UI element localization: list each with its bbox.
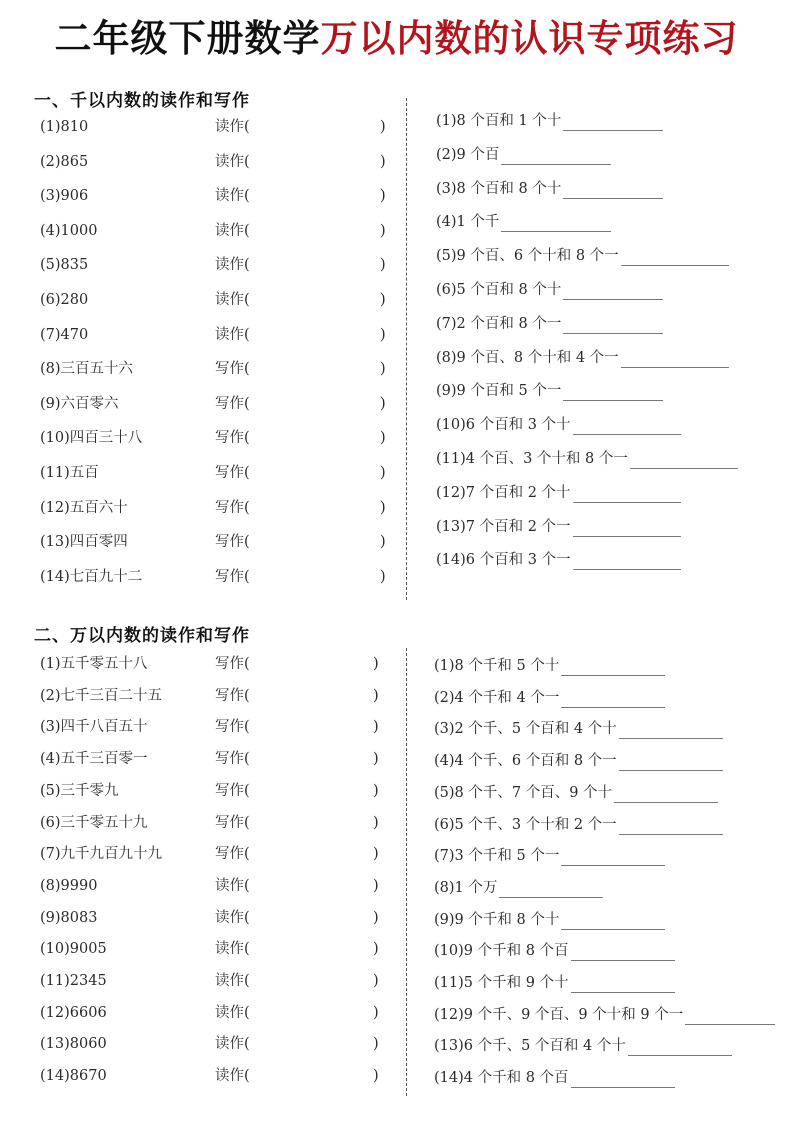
- question-number: (3): [40, 719, 61, 736]
- answer-blank-close[interactable]: ): [373, 941, 379, 958]
- fill-question-text: (13)7 个百和 2 个一: [436, 518, 571, 535]
- question-number: (3): [40, 188, 61, 205]
- question-item: [40, 749, 148, 769]
- answer-prompt: 读作(: [215, 292, 250, 308]
- question-text: 470: [60, 326, 89, 343]
- answer-prompt: 读作(: [215, 877, 250, 894]
- question-item: [40, 255, 88, 275]
- answer-line[interactable]: [621, 351, 729, 368]
- question-number: (14): [40, 1068, 70, 1085]
- answer-prompt: 写作(: [215, 465, 250, 481]
- answer-blank-close[interactable]: ): [380, 153, 386, 170]
- question-text: 九千九百九十九: [60, 846, 163, 863]
- answer-prompt: 读作(: [215, 222, 250, 239]
- fill-question: [436, 348, 729, 368]
- fill-question: [436, 314, 663, 334]
- fill-question: [436, 212, 611, 232]
- answer-blank-close[interactable]: ): [380, 361, 386, 378]
- question-number: (1): [40, 119, 61, 135]
- fill-question-text: (8)9 个百、8 个十和 4 个一: [436, 349, 619, 366]
- answer-blank-close[interactable]: ): [373, 782, 379, 799]
- answer-prompt: 写作(: [215, 656, 250, 672]
- fill-question-text: (12)9 个千、9 个百、9 个十和 9 个一: [434, 1006, 684, 1023]
- answer-blank-close[interactable]: ): [380, 534, 386, 551]
- question-number: (6): [40, 814, 61, 831]
- question-text: 三千零九: [60, 782, 119, 799]
- question-item: [40, 1066, 107, 1086]
- answer-line[interactable]: [573, 486, 681, 503]
- question-number: (10): [40, 941, 70, 958]
- fill-question-text: (12)7 个百和 2 个十: [436, 484, 571, 501]
- question-text: 四千八百五十: [60, 719, 148, 736]
- fill-question: [436, 415, 681, 435]
- question-number: (8): [40, 877, 61, 894]
- question-item: [40, 971, 107, 991]
- question-number: (5): [40, 782, 61, 799]
- answer-line[interactable]: [628, 1039, 732, 1056]
- question-number: (11): [40, 465, 70, 481]
- question-text: 8083: [60, 909, 98, 926]
- question-number: (4): [40, 751, 61, 768]
- title-highlight: 万以内数的认识专项练习: [320, 17, 739, 60]
- answer-line[interactable]: [561, 849, 665, 866]
- fill-question-text: (4)4 个千、6 个百和 8 个一: [434, 753, 617, 770]
- answer-blank-close[interactable]: ): [380, 326, 386, 343]
- answer-prompt: 写作(: [215, 361, 250, 378]
- question-number: (2): [40, 153, 61, 170]
- answer-blank-close[interactable]: ): [380, 568, 386, 585]
- answer-line[interactable]: [561, 913, 665, 930]
- question-item: [40, 152, 88, 172]
- question-number: (12): [40, 499, 70, 516]
- fill-question-text: (3)8 个百和 8 个十: [436, 180, 562, 197]
- answer-blank-close[interactable]: ): [373, 846, 379, 863]
- fill-question-text: (2)9 个百: [436, 146, 500, 163]
- answer-prompt: 写作(: [215, 395, 250, 412]
- answer-blank-close[interactable]: ): [373, 973, 379, 989]
- question-text: 280: [60, 292, 89, 308]
- question-number: (1): [40, 656, 61, 672]
- question-item: [40, 686, 162, 706]
- fill-question-text: (2)4 个千和 4 个一: [434, 689, 560, 706]
- question-item: [40, 1003, 107, 1023]
- answer-blank-close[interactable]: ): [380, 222, 386, 239]
- section-1-divider: [406, 98, 407, 600]
- question-item: [40, 813, 148, 833]
- question-item: [40, 876, 97, 896]
- question-item: [40, 654, 148, 674]
- question-item: [40, 717, 148, 737]
- fill-question-text: (6)5 个千、3 个十和 2 个一: [434, 816, 617, 833]
- answer-blank-close[interactable]: ): [373, 656, 379, 672]
- answer-blank-close[interactable]: ): [373, 877, 379, 894]
- answer-blank-close[interactable]: ): [380, 257, 386, 274]
- question-text: 五百六十: [69, 499, 128, 516]
- fill-question-text: (11)4 个百、3 个十和 8 个一: [436, 451, 628, 467]
- answer-line[interactable]: [571, 944, 675, 961]
- fill-question: [434, 688, 665, 708]
- title-prefix: 二年级下册数学: [54, 17, 321, 60]
- question-number: (5): [40, 257, 61, 274]
- fill-question: [436, 145, 611, 165]
- answer-line[interactable]: [563, 384, 663, 401]
- fill-question: [434, 815, 723, 835]
- fill-question-text: (1)8 个千和 5 个十: [434, 658, 560, 674]
- question-item: [40, 532, 128, 552]
- answer-prompt: 写作(: [215, 499, 250, 516]
- question-text: 五百: [69, 465, 99, 481]
- question-item: [40, 394, 119, 414]
- answer-line[interactable]: [685, 1008, 775, 1025]
- fill-question: [436, 517, 681, 537]
- question-number: (7): [40, 326, 61, 343]
- fill-question: [436, 111, 663, 131]
- answer-line[interactable]: [563, 182, 663, 199]
- question-text: 9990: [60, 877, 98, 894]
- fill-question-text: (14)6 个百和 3 个一: [436, 552, 571, 569]
- section-2-heading: 二、万以内数的读作和写作: [34, 626, 250, 646]
- answer-blank-close[interactable]: ): [380, 119, 386, 135]
- answer-line[interactable]: [571, 1071, 675, 1088]
- question-number: (9): [40, 395, 61, 412]
- fill-question: [434, 656, 665, 676]
- question-text: 三千零五十九: [60, 814, 148, 831]
- question-item: [40, 939, 107, 959]
- answer-prompt: 读作(: [215, 188, 250, 205]
- answer-prompt: 写作(: [215, 568, 250, 585]
- fill-question: [436, 550, 681, 570]
- question-text: 五千零五十八: [60, 656, 148, 672]
- question-text: 五千三百零一: [60, 751, 148, 768]
- answer-prompt: 写作(: [215, 687, 250, 704]
- question-number: (9): [40, 909, 61, 926]
- question-text: 9005: [69, 941, 107, 958]
- section-2-divider: [406, 648, 407, 1096]
- section-1-heading: 一、千以内数的读作和写作: [34, 91, 250, 111]
- fill-question: [434, 973, 675, 993]
- answer-line[interactable]: [573, 553, 681, 570]
- question-item: [40, 325, 88, 345]
- question-text: 8670: [69, 1068, 107, 1085]
- fill-question-text: (7)2 个百和 8 个一: [436, 315, 562, 332]
- answer-prompt: 写作(: [215, 430, 250, 447]
- fill-question: [434, 1036, 732, 1056]
- answer-blank-close[interactable]: ): [373, 751, 379, 768]
- answer-line[interactable]: [619, 722, 723, 739]
- answer-line[interactable]: [563, 283, 663, 300]
- answer-line[interactable]: [614, 786, 718, 803]
- question-text: 865: [60, 153, 89, 170]
- answer-line[interactable]: [561, 691, 665, 708]
- question-item: [40, 186, 88, 206]
- answer-line[interactable]: [630, 452, 738, 469]
- answer-prompt: 读作(: [215, 153, 250, 170]
- question-item: [40, 908, 97, 928]
- answer-blank-close[interactable]: ): [373, 814, 379, 831]
- fill-question-text: (9)9 个千和 8 个十: [434, 911, 560, 928]
- answer-prompt: 写作(: [215, 846, 250, 863]
- fill-question: [436, 246, 729, 266]
- question-item: [40, 117, 88, 137]
- question-text: 七千三百二十五: [60, 687, 163, 704]
- fill-question: [434, 1068, 675, 1088]
- answer-blank-close[interactable]: ): [373, 1004, 379, 1021]
- fill-question-text: (7)3 个千和 5 个一: [434, 848, 560, 865]
- answer-line[interactable]: [573, 520, 681, 537]
- answer-blank-close[interactable]: ): [380, 430, 386, 447]
- question-text: 六百零六: [60, 395, 119, 412]
- question-item: [40, 463, 99, 483]
- question-number: (13): [40, 534, 70, 551]
- answer-blank-close[interactable]: ): [373, 909, 379, 926]
- question-number: (13): [40, 1036, 70, 1053]
- question-text: 6606: [69, 1004, 107, 1021]
- question-number: (6): [40, 292, 61, 308]
- fill-question: [434, 941, 675, 961]
- fill-question-text: (10)6 个百和 3 个十: [436, 417, 571, 434]
- answer-prompt: 写作(: [215, 719, 250, 736]
- answer-blank-close[interactable]: ): [380, 499, 386, 516]
- question-text: 810: [60, 119, 89, 135]
- answer-blank-close[interactable]: ): [380, 395, 386, 412]
- answer-blank-close[interactable]: ): [373, 1068, 379, 1085]
- answer-prompt: 读作(: [215, 941, 250, 958]
- question-number: (12): [40, 1004, 70, 1021]
- fill-question: [434, 719, 723, 739]
- question-item: [40, 498, 128, 518]
- question-text: 七百九十二: [69, 568, 143, 585]
- answer-line[interactable]: [501, 215, 611, 232]
- answer-line[interactable]: [499, 881, 603, 898]
- question-item: [40, 781, 119, 801]
- answer-line[interactable]: [571, 976, 675, 993]
- answer-line[interactable]: [573, 418, 681, 435]
- fill-question-text: (9)9 个百和 5 个一: [436, 383, 562, 400]
- answer-line[interactable]: [501, 148, 611, 165]
- question-number: (11): [40, 973, 70, 989]
- page-title: [0, 14, 793, 64]
- question-text: 2345: [69, 973, 107, 989]
- question-text: 1000: [60, 222, 98, 239]
- answer-prompt: 读作(: [215, 326, 250, 343]
- question-item: [40, 359, 133, 379]
- answer-prompt: 写作(: [215, 751, 250, 768]
- answer-prompt: 读作(: [215, 973, 250, 989]
- answer-line[interactable]: [621, 249, 729, 266]
- answer-line[interactable]: [561, 659, 665, 676]
- answer-prompt: 写作(: [215, 814, 250, 831]
- question-item: [40, 567, 142, 587]
- question-text: 四百零四: [69, 534, 128, 551]
- fill-question: [434, 751, 723, 771]
- answer-blank-close[interactable]: ): [373, 687, 379, 704]
- answer-blank-close[interactable]: ): [373, 1036, 379, 1053]
- fill-question-text: (1)8 个百和 1 个十: [436, 113, 562, 129]
- fill-question-text: (11)5 个千和 9 个十: [434, 975, 569, 991]
- fill-question-text: (10)9 个千和 8 个百: [434, 943, 569, 960]
- answer-blank-close[interactable]: ): [373, 719, 379, 736]
- answer-prompt: 读作(: [215, 1036, 250, 1053]
- fill-question: [436, 449, 738, 469]
- fill-question-text: (4)1 个千: [436, 214, 500, 231]
- question-text: 8060: [69, 1036, 107, 1053]
- answer-line[interactable]: [619, 818, 723, 835]
- question-text: 906: [60, 188, 89, 205]
- fill-question: [434, 878, 603, 898]
- question-number: (8): [40, 361, 61, 378]
- answer-prompt: 读作(: [215, 909, 250, 926]
- question-number: (14): [40, 568, 70, 585]
- answer-prompt: 写作(: [215, 782, 250, 799]
- fill-question-text: (5)9 个百、6 个十和 8 个一: [436, 248, 619, 265]
- answer-line[interactable]: [619, 754, 723, 771]
- question-text: 三百五十六: [60, 361, 134, 378]
- answer-blank-close[interactable]: ): [380, 292, 386, 308]
- answer-prompt: 读作(: [215, 1068, 250, 1085]
- answer-prompt: 读作(: [215, 257, 250, 274]
- fill-question: [436, 483, 681, 503]
- question-number: (10): [40, 430, 70, 447]
- fill-question-text: (13)6 个千、5 个百和 4 个十: [434, 1038, 626, 1055]
- answer-line[interactable]: [563, 317, 663, 334]
- fill-question-text: (8)1 个万: [434, 879, 498, 896]
- fill-question: [434, 1005, 775, 1025]
- question-text: 835: [60, 257, 89, 274]
- fill-question: [434, 846, 665, 866]
- fill-question-text: (14)4 个千和 8 个百: [434, 1070, 569, 1087]
- answer-blank-close[interactable]: ): [380, 188, 386, 205]
- answer-line[interactable]: [563, 114, 663, 131]
- fill-question: [436, 280, 663, 300]
- question-number: (4): [40, 222, 61, 239]
- fill-question-text: (5)8 个千、7 个百、9 个十: [434, 784, 613, 801]
- answer-prompt: 写作(: [215, 534, 250, 551]
- question-number: (7): [40, 846, 61, 863]
- fill-question-text: (3)2 个千、5 个百和 4 个十: [434, 721, 617, 738]
- answer-prompt: 读作(: [215, 1004, 250, 1021]
- answer-prompt: 读作(: [215, 119, 250, 135]
- fill-question-text: (6)5 个百和 8 个十: [436, 282, 562, 298]
- answer-blank-close[interactable]: ): [380, 465, 386, 481]
- question-item: [40, 1034, 107, 1054]
- fill-question: [434, 783, 718, 803]
- question-item: [40, 844, 162, 864]
- question-item: [40, 428, 142, 448]
- question-text: 四百三十八: [69, 430, 143, 447]
- fill-question: [436, 179, 663, 199]
- fill-question: [434, 910, 665, 930]
- question-item: [40, 290, 88, 310]
- fill-question: [436, 381, 663, 401]
- question-number: (2): [40, 687, 61, 704]
- question-item: [40, 221, 97, 241]
